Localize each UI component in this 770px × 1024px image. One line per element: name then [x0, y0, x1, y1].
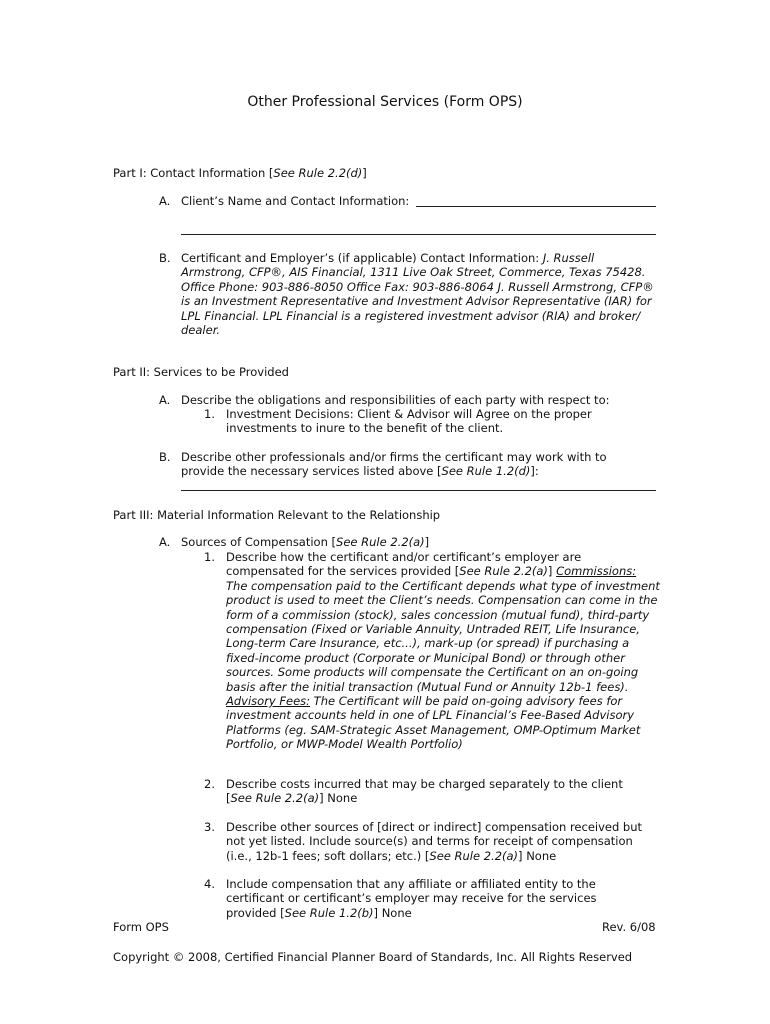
part-1-heading: Part I: Contact Information [See Rule 2.2(d)]: [113, 166, 367, 180]
comm-line-5: Long-term Care Insurance, etc...), mark-up (or spread) if purchasing a: [226, 636, 630, 651]
part-2-a1-num: 1.: [204, 407, 215, 421]
part-1-b-letter: B.: [159, 251, 171, 265]
adv-line-3: Portfolio, or MWP-Model Wealth Portfolio): [226, 737, 463, 752]
footer-revision: Rev. 6/08: [602, 920, 656, 934]
comm-line-8: basis after the initial transaction (Mutual Fund or Annuity 12b-1 fees).: [226, 679, 629, 694]
client-contact-field[interactable]: [181, 234, 656, 235]
obligations-text: Describe the obligations and responsibilities of each party with respect to:: [181, 393, 610, 407]
item-2-num: 2.: [204, 777, 215, 791]
part-2-heading: Part II: Services to be Provided: [113, 365, 289, 379]
part-1-a-letter: A.: [159, 194, 171, 208]
investment-decisions: Investment Decisions: Client & Advisor will Agree on the proper investments to inure to the benefit of the client.: [226, 407, 592, 436]
comm-line-4: compensation (Fixed or Variable Annuity, Untraded REIT, Life Insurance,: [226, 622, 640, 637]
adv-line-2: Platforms (eg. SAM-Strategic Asset Management, OMP-Optimum Market: [226, 722, 641, 737]
advisory-fees-label: Advisory Fees:: [226, 694, 311, 709]
costs-incurred: Describe costs incurred that may be charged separately to the client [See Rule 2.2(a)] None: [226, 777, 623, 806]
footer-copyright: Copyright © 2008, Certified Financial Planner Board of Standards, Inc. All Rights Reserved: [113, 950, 633, 964]
part-2-a-letter: A.: [159, 393, 171, 407]
other-professionals-text: Describe other professionals and/or firms the certificant may work with to provide the necessary services listed above [See Rule 1.2(d)]:: [181, 450, 607, 479]
item-3-num: 3.: [204, 820, 215, 834]
adv-line-1: investment accounts held in one of LPL Financial’s Fee-Based Advisory: [226, 708, 635, 723]
affiliate-compensation: Include compensation that any affiliate or affiliated entity to the certificant or certificant’s employer may receive for the services provided [See Rule 1.2(b)] None: [226, 877, 597, 920]
part-3-a-letter: A.: [159, 535, 171, 549]
client-name-field[interactable]: [416, 206, 656, 207]
compensation-description: Describe how the certificant and/or certificant’s employer are compensated for the services provided [See Rule 2.2(a)] Commissions: The compensation paid to the Certificant depends what type of investment product is used to meet the Client’s needs. Compensation can come in the form of a commission (stock), sales concession (mutual fund), third-party compensation (Fixed or Variable Annuity, Untraded REIT, Life Insurance, Long-term Care Insurance, etc...), mark-up (or spread) if purchasing a fixed-income product (Corporate or Municipal Bond) or through other sources. Some products will compensate the Certificant on an on-going basis after the initial transaction (Mutual Fund or Annuity 12b-1 fees). Advisory Fees: The Certificant will be paid on-going advisory fees for investment accounts held in one of LPL Financial’s Fee-Based Advisory Platforms (eg. SAM-Strategic Asset Management, OMP-Optimum Market Portfolio, or MWP-Model Wealth Portfolio): [226, 550, 660, 752]
client-name-label: Client’s Name and Contact Information:: [181, 194, 410, 208]
footer-form-name: Form OPS: [113, 920, 169, 934]
comm-line-1: The compensation paid to the Certificant depends what type of investment: [226, 578, 660, 593]
comm-line-3: form of a commission (stock), sales concession (mutual fund), third-party: [226, 607, 650, 622]
sources-of-compensation: Sources of Compensation [See Rule 2.2(a)]: [181, 535, 430, 549]
comm-line-6: fixed-income product (Corporate or Municipal Bond) or through other: [226, 650, 625, 665]
other-sources: Describe other sources of [direct or indirect] compensation received but not yet listed. Include source(s) and terms for receipt of compensation (i.e., 12b-1 fees; soft dollars; etc.) [See Rule 2.2(a)] None: [226, 820, 643, 863]
certificant-contact: Certificant and Employer’s (if applicable) Contact Information: J. Russell Armstrong, CFP®, AIS Financial, 1311 Live Oak Street, Commerce, Texas 75428. Office Phone: 903-886-8050 Office Fax: 903-886-8064 J. Russell Armstrong, CFP® is an Investment Representative and Investment Advisor Representative (IAR) for LPL Financial. LPL Financial is a registered investment advisor (RIA) and broker/ dealer.: [181, 251, 654, 338]
item-4-num: 4.: [204, 877, 215, 891]
other-professionals-field[interactable]: [181, 490, 656, 491]
comm-line-7: sources. Some products will compensate the Certificant on an on-going: [226, 665, 639, 680]
part-2-b-letter: B.: [159, 450, 171, 464]
item-1-num: 1.: [204, 550, 215, 564]
page-title: Other Professional Services (Form OPS): [247, 94, 523, 110]
comm-line-2: product is used to meet the Client’s needs. Compensation can come in the: [226, 593, 658, 608]
part-3-heading: Part III: Material Information Relevant to the Relationship: [113, 508, 441, 522]
